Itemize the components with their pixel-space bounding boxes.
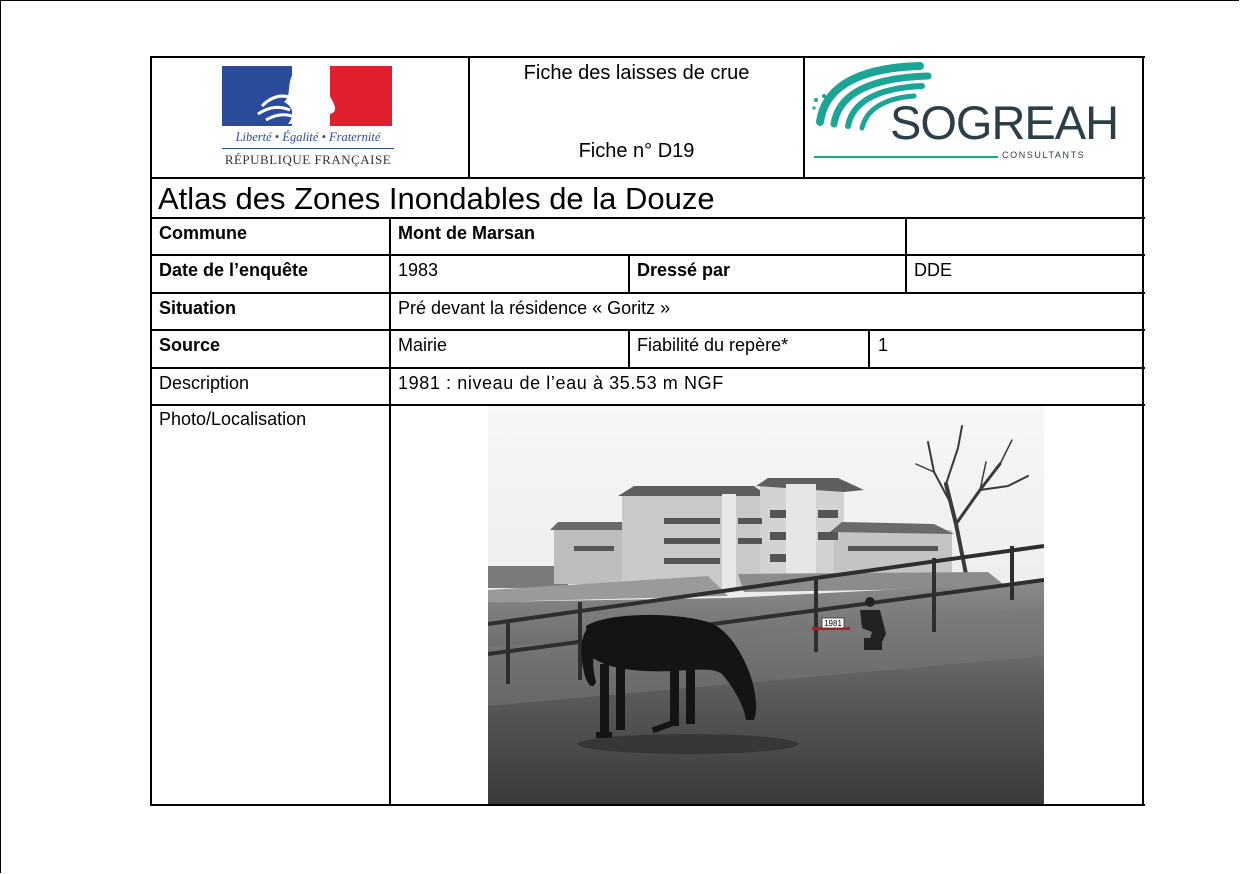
flood-marker-label: 1981 bbox=[824, 619, 842, 628]
sogreah-logo bbox=[810, 62, 1119, 172]
source-value: Mairie bbox=[398, 335, 448, 355]
dresse-par-value: DDE bbox=[914, 260, 953, 280]
republique-motto: Liberté • Égalité • Fraternité bbox=[235, 130, 381, 144]
photo-illustration bbox=[488, 406, 1044, 804]
marianne-flag-icon bbox=[222, 66, 402, 128]
fiabilite-value: 1 bbox=[878, 335, 889, 355]
description-value: 1981 : niveau de l’eau à 35.53 m NGF bbox=[398, 373, 724, 393]
dresse-par-label: Dressé par bbox=[637, 260, 731, 280]
fiabilite-label: Fiabilité du repère* bbox=[637, 335, 789, 355]
photo-label: Photo/Localisation bbox=[159, 409, 307, 429]
flood-mark-photo bbox=[488, 406, 1044, 804]
republique-separator bbox=[222, 148, 394, 149]
date-label: Date de l’enquête bbox=[159, 260, 309, 280]
commune-label: Commune bbox=[159, 223, 248, 243]
republique-name: RÉPUBLIQUE FRANÇAISE bbox=[224, 152, 392, 167]
sogreah-subtitle: CONSULTANTS bbox=[1002, 150, 1086, 160]
sogreah-name: SOGREAH bbox=[890, 96, 1119, 149]
date-value: 1983 bbox=[398, 260, 439, 280]
description-label: Description bbox=[159, 373, 250, 393]
fiche-title: Fiche des laisses de crue bbox=[523, 62, 750, 84]
republique-francaise-logo bbox=[218, 64, 398, 174]
sogreah-underline bbox=[814, 156, 998, 158]
fiche-number: Fiche n° D19 bbox=[578, 140, 695, 162]
situation-label: Situation bbox=[159, 298, 236, 318]
atlas-title: Atlas des Zones Inondables de la Douze bbox=[158, 181, 715, 216]
source-label: Source bbox=[159, 335, 221, 355]
situation-value: Pré devant la résidence « Goritz » bbox=[398, 298, 671, 318]
commune-value: Mont de Marsan bbox=[398, 223, 536, 243]
